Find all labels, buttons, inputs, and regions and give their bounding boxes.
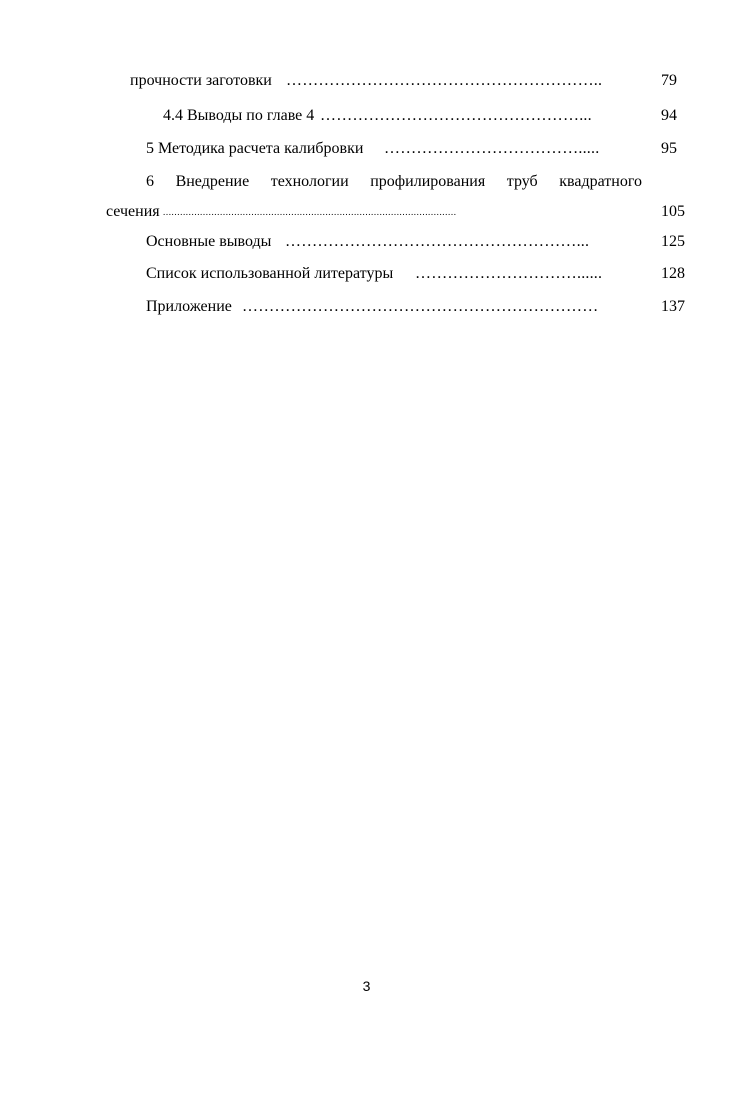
toc-entry-references <box>0 265 733 283</box>
toc-entry-title: Основные выводы <box>146 233 272 250</box>
toc-entry-title-line-1: 6 Внедрение технологии профилирования труб квадратного <box>146 173 642 190</box>
toc-entry-appendix <box>0 298 733 316</box>
toc-entry-title: прочности заготовки <box>130 72 272 89</box>
toc-entry-strength <box>0 72 733 90</box>
toc-page-number: 95 <box>661 140 677 157</box>
toc-leader-dots: ………………………………………………….. <box>286 72 603 89</box>
toc-page-number: 79 <box>661 72 677 89</box>
toc-entry-title: 4.4 Выводы по главе 4 <box>163 107 315 124</box>
toc-page-number: 94 <box>661 107 677 124</box>
toc-entry-conclusions-chapter-4 <box>0 107 733 125</box>
toc-entry-title: сечения <box>106 203 160 220</box>
toc-entry-title: Список использованной литературы <box>146 265 394 282</box>
toc-page-number: 128 <box>661 265 685 282</box>
toc-leader-dots: ………………………………………………………… <box>242 298 599 315</box>
toc-page-number: 125 <box>661 233 685 250</box>
toc-entry-main-conclusions <box>0 233 733 251</box>
toc-leader-dots: ………………………………………………... <box>285 233 590 250</box>
toc-entry-title: 5 Методика расчета калибровки <box>146 140 364 157</box>
toc-leader-dots: ....................................................................................................... <box>163 207 457 217</box>
toc-entry-title: Приложение <box>146 298 232 315</box>
toc-entry-technology-implementation <box>0 203 733 221</box>
toc-leader-dots: …………………………………………... <box>320 107 592 124</box>
toc-leader-dots: ………………………………..... <box>384 140 600 157</box>
page-number: 3 <box>362 978 371 994</box>
toc-page-number: 105 <box>661 203 685 220</box>
toc-leader-dots: …………………………...... <box>415 265 603 282</box>
toc-page-number: 137 <box>661 298 685 315</box>
toc-entry-calibration-method <box>0 140 733 158</box>
